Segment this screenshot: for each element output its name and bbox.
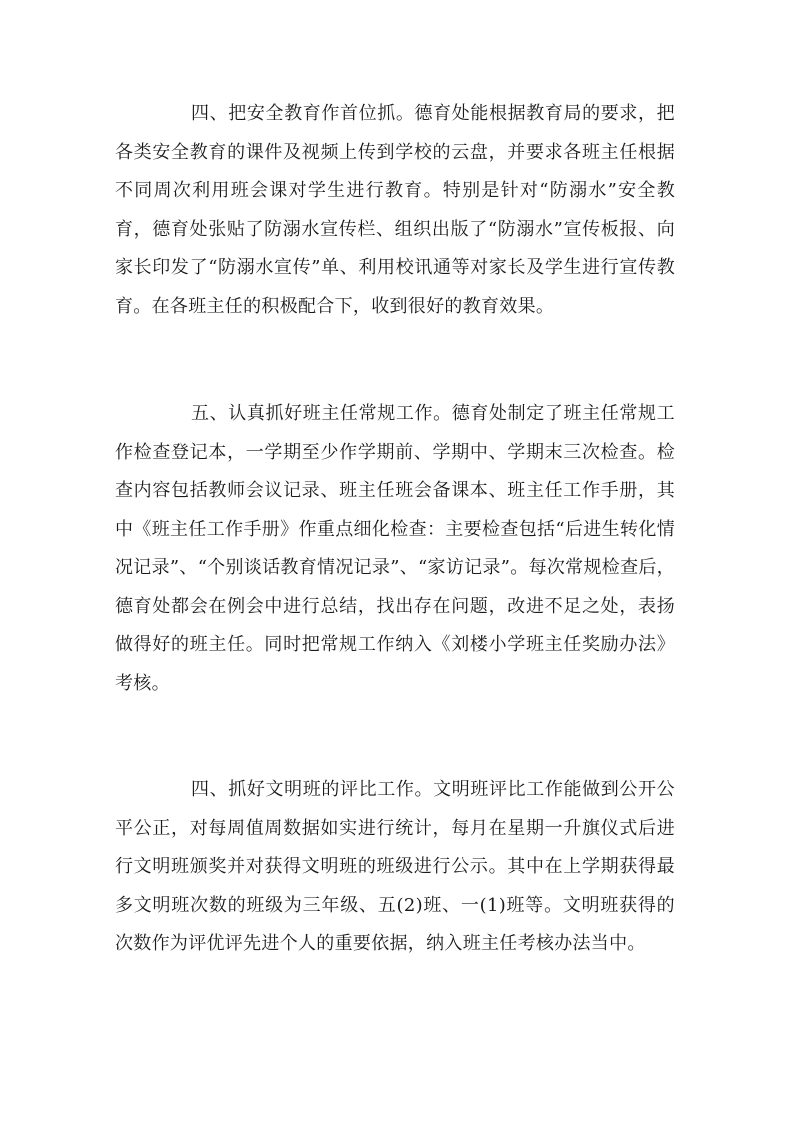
paragraph-civilized-class: 四、抓好文明班的评比工作。文明班评比工作能做到公开公平公正，对每周值周数据如实进行统计，每月在星期一升旗仪式后进行文明班颁奖并对获得文明班的班级进行公示。其中在上学期获得最多文明班次数的班级为三年级、五(2)班、一(1)班等。文明班获得的次数作为评优评先进个人的重要依据，纳入班主任考核办法当中。: [115, 779, 675, 954]
paragraph-safety-education: 四、把安全教育作首位抓。德育处能根据教育局的要求，把各类安全教育的课件及视频上传到学校的云盘，并要求各班主任根据不同周次利用班会课对学生进行教育。特别是针对“防溺水”安全教育，德育处张贴了防溺水宣传栏、组织出版了“防溺水”宣传板报、向家长印发了“防溺水宣传”单、利用校讯通等对家长及学生进行宣传教育。在各班主任的积极配合下，收到很好的教育效果。: [115, 103, 675, 317]
paragraph-class-teacher-routine: 五、认真抓好班主任常规工作。德育处制定了班主任常规工作检查登记本，一学期至少作学期前、学期中、学期末三次检查。检查内容包括教师会议记录、班主任班会备课本、班主任工作手册，其中《班主任工作手册》作重点细化检查：主要检查包括“后进生转化情况记录”、“个别谈话教育情况记录”、“家访记录”。每次常规检查后，德育处都会在例会中进行总结，找出存在问题，改进不足之处，表扬做得好的班主任。同时把常规工作纳入《刘楼小学班主任奖励办法》考核。: [115, 403, 675, 694]
